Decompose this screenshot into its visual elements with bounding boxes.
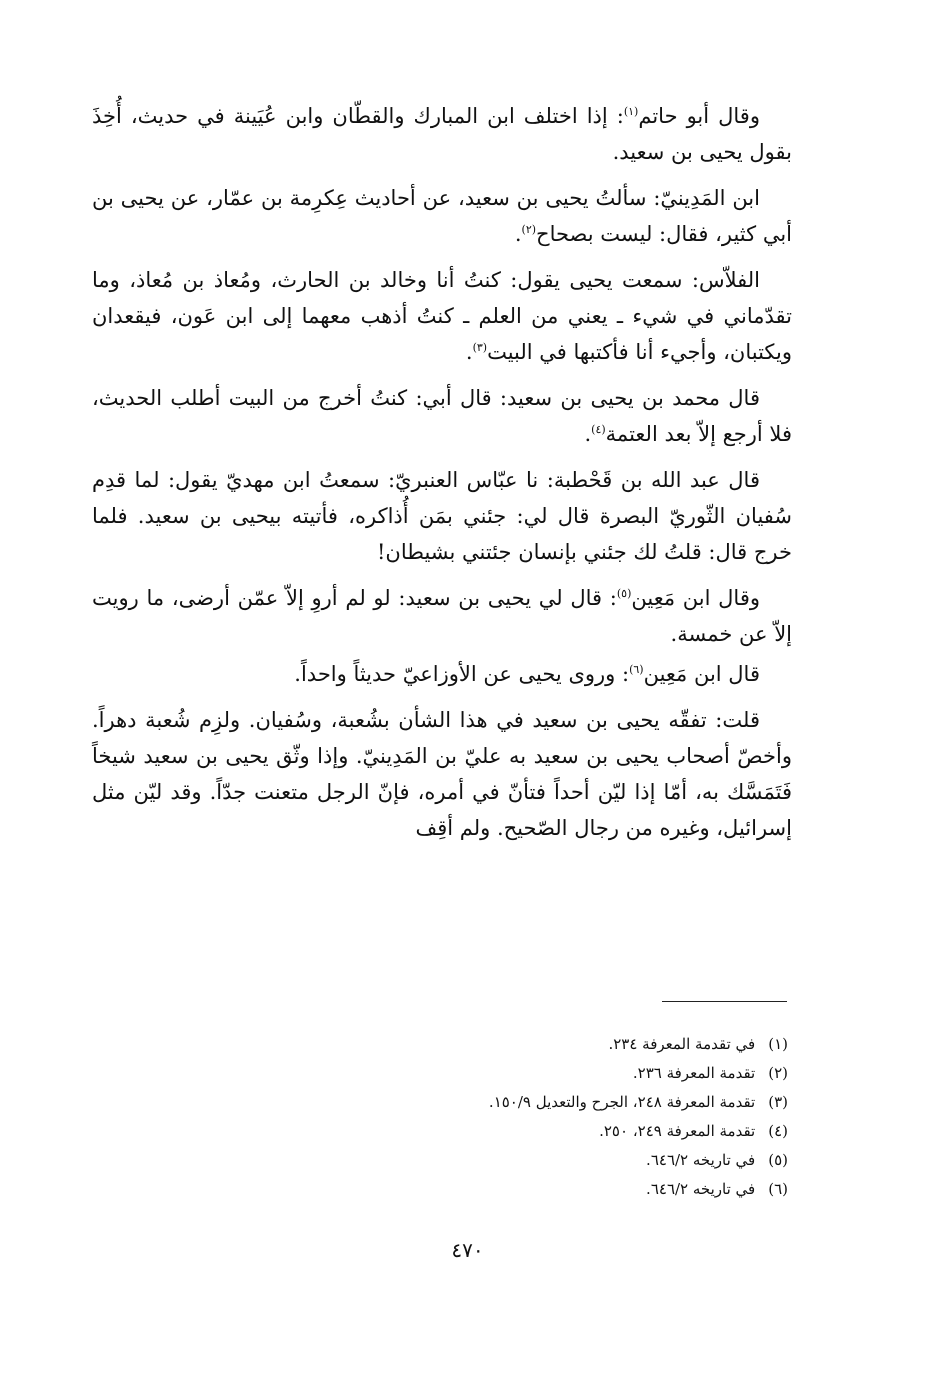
paragraph-text: قال محمد بن يحيى بن سعيد: قال أبي: كنتُ أخرج من البيت أطلب الحديث، فلا أرجع إلاّ بعد العتمة [92,386,792,446]
footnote-ref-5: (٥) [616,587,632,600]
paragraph-text: قال ابن مَعِين [643,662,760,686]
paragraph-7 [92,656,792,692]
footnote-text: في تاريخه ٦٤٦/٢. [646,1180,756,1198]
paragraph-text: الفلاّس: سمعت يحيى يقول: كنتُ أنا وخالد بن الحارث، ومُعاذ بن مُعاذ، وما تقدّماني في شيء ـ يعني من العلم ـ كنتُ أذهب معهما إلى ابن عَون، فيقعدان ويكتبان، وأجيء أنا فأكتبها في البيت [92,268,792,364]
paragraph-1 [92,98,792,170]
footnote-text: تقدمة المعرفة ٢٤٩، ٢٥٠. [599,1122,756,1140]
footnote-5 [300,1146,788,1175]
footnote-4 [300,1117,788,1146]
footnote-2 [300,1059,788,1088]
footnote-ref-1: (١) [623,105,639,118]
paragraph-3 [92,262,792,370]
footnote-text: في تاريخه ٦٤٦/٢. [646,1151,756,1169]
paragraph-4 [92,380,792,452]
paragraph-8 [92,702,792,846]
paragraph-6 [92,580,792,652]
footnote-ref-2: (٢) [521,223,537,236]
footnote-ref-3: (٣) [472,341,488,354]
footnote-separator [662,1001,787,1002]
paragraph-text-cont: . [514,222,522,246]
footnote-text: تقدمة المعرفة ٢٤٨، الجرح والتعديل ١٥٠/٩. [488,1093,756,1111]
footnote-number: (٢) [768,1064,788,1082]
paragraph-text: ابن المَدِينيّ: سألتُ يحيى بن سعيد، عن أحاديث عِكرِمة بن عمّار، عن يحيى بن أبي كثير، فقال: ليست بصحاح [92,186,792,246]
footnote-ref-4: (٤) [591,423,606,436]
footnote-number: (١) [768,1035,788,1053]
paragraph-5 [92,462,792,570]
page-number: ٤٧٠ [451,1238,484,1262]
footnote-3 [300,1088,788,1117]
paragraph-text: قال عبد الله بن قَحْطبة: نا عبّاس العنبريّ: سمعتُ ابن مهديّ يقول: لما قدِم سُفيان الثّوريّ البصرة قال لي: جئني بمَن أُذاكره، فأتيته بيحيى بن سعيد. فلما خرج قال: قلتُ لك جئني بإنسان جئتني بشيطان! [92,468,792,564]
footnote-text: تقدمة المعرفة ٢٣٦. [632,1064,756,1082]
footnote-number: (٦) [768,1180,788,1198]
footnotes [300,1030,788,1204]
paragraph-text-cont: : قال لي يحيى بن سعيد: لو لم أروِ إلاّ عمّن أرضى، ما رويت إلاّ عن خمسة. [92,586,792,646]
footnote-6 [300,1175,788,1204]
paragraph-text: وقال أبو حاتم [638,104,760,128]
footnote-1 [300,1030,788,1059]
paragraph-text: وقال ابن مَعِين [631,586,761,610]
main-text [92,98,792,856]
footnote-number: (٤) [768,1122,788,1140]
footnote-text: في تقدمة المعرفة ٢٣٤. [608,1035,756,1053]
paragraph-text-cont: . [465,340,473,364]
paragraph-text-cont: : إذا اختلف ابن المبارك والقطّان وابن عُيَينة في حديث، أُخِذَ بقول يحيى بن سعيد. [92,104,792,164]
footnote-number: (٣) [768,1093,788,1111]
footnote-number: (٥) [768,1151,788,1169]
paragraph-text-cont: : وروى يحيى عن الأوزاعيّ حديثاً واحداً. [294,662,630,686]
paragraph-text-cont: . [584,422,592,446]
paragraph-2 [92,180,792,252]
paragraph-text: قلت: تفقّه يحيى بن سعيد في هذا الشأن بشُعبة، وسُفيان. ولزِم شُعبة دهراً. وأخصّ أصحاب يحيى بن سعيد به عليّ بن المَدِينيّ. وإذا وثّق يحيى بن سعيد شيخاً فَتَمَسَّك به، أمّا إذا ليّن أحداً فتأنّ في أمره، فإنّ الرجل متعنت جدّاً. وقد ليّن مثل إسرائيل، وغيره من رجال الصّحيح. ولم أقِف [92,708,792,840]
footnote-ref-6: (٦) [629,663,644,676]
